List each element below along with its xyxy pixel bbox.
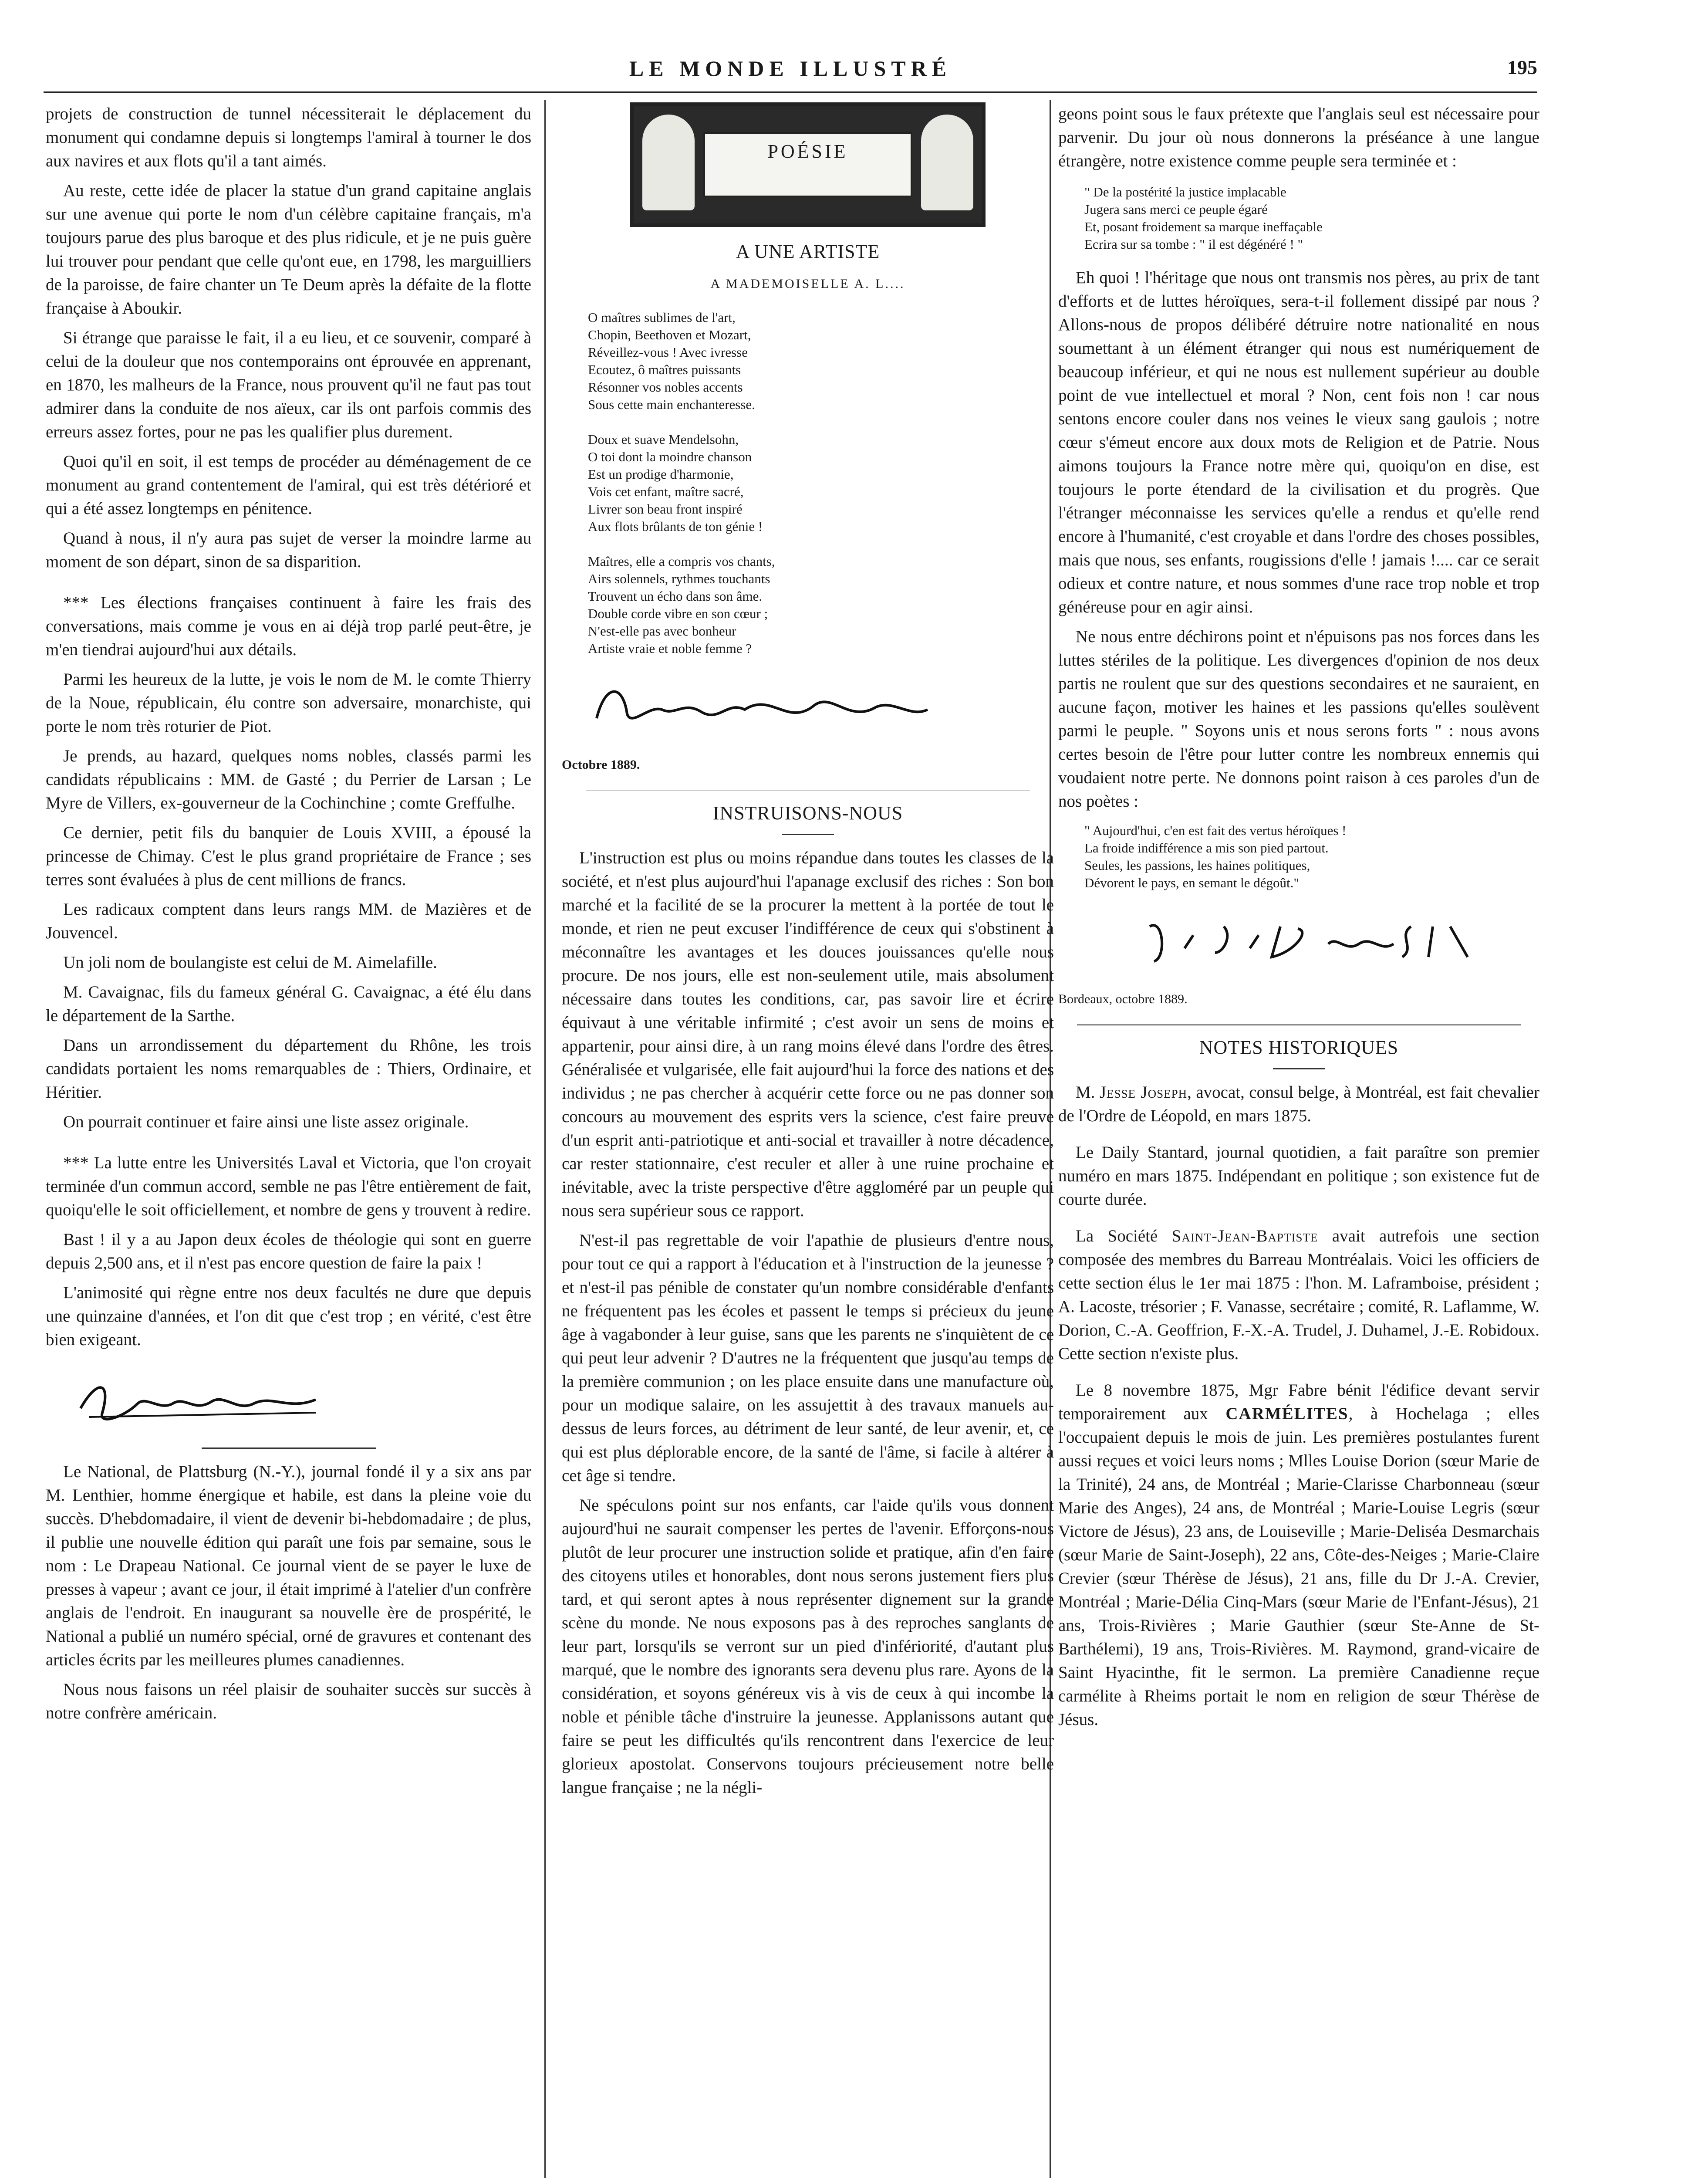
poem-line: Trouvent un écho dans son âme. [588, 588, 763, 604]
handwritten-signature-icon [1137, 909, 1485, 970]
notes-title: NOTES HISTORIQUES [1199, 1037, 1399, 1058]
paragraph: Bast ! il y a au Japon deux écoles de théologie qui sont en guerre depuis 2,500 ans, et il n'est pas encore question de faire la paix ! [46, 1230, 531, 1272]
paragraph: Nous nous faisons un réel plaisir de souhaiter succès sur succès à notre confrère américain. [46, 1680, 531, 1722]
title-rule [782, 834, 834, 835]
paragraph: Eh quoi ! l'héritage que nous ont transmis nos pères, au prix de tant d'efforts et de luttes héroïques, sera-t-il follement dissipé par nous ? Allons-nous de propos délibéré détruire notre nationalité en nous soumettant à un élément étranger qui nous est numériquement de beaucoup inférieur, et qui ne nous est nullement supérieur au double point de vue intellectuel et moral ? Non, cent fois non ! car nous sentons encore couler dans nos veines le vieux sang gaulois ; notre cœur s'émeut encore aux doux mots de Religion et de Patrie. Nous aimons toujours la France notre mère qui, quoiqu'on en dise, est toujours le porte étendard de la civilisation et du progrès. Que l'étranger méconnaisse les services qu'elle a rendus et qu'elle rend encore à l'humanité, c'est croyable et dans l'ordre des choses possibles, mais que nous, ses enfants, rougissions d'elle ! jamais !.... car ce serait odieux et contre nature, et nous sommes d'une race trop noble et trop généreuse pour en agir ainsi. [1058, 268, 1539, 616]
quote-line: Seules, les passions, les haines politiques, [1084, 858, 1310, 873]
paragraph: Les radicaux comptent dans leurs rangs MM. de Mazières et de Jouvencel. [46, 900, 531, 942]
quote-line: Jugera sans merci ce peuple égaré [1084, 202, 1268, 217]
column-right [1058, 102, 1539, 1738]
poem-line: Ecoutez, ô maîtres puissants [588, 362, 741, 377]
quote-line: " Aujourd'hui, c'en est fait des vertus héroïques ! [1084, 823, 1347, 838]
paragraph: *** Les élections françaises continuent à faire les frais des conversations, mais comme je vous en ai déjà trop parlé peut-être, je m'en tiendrai aujourd'hui aux détails. [46, 593, 531, 659]
poem-line: Aux flots brûlants de ton génie ! [588, 519, 763, 534]
masthead-title: LE MONDE ILLUSTRÉ [629, 56, 952, 81]
paragraph: *** La lutte entre les Universités Laval et Victoria, que l'on croyait terminée d'un commun accord, semble ne pas l'être entièrement de fait, quoiqu'elle le soit officiellement, et nombre de gens y trouvent à redire. [46, 1153, 531, 1219]
poem-date: Octobre 1889. [562, 758, 640, 772]
poem-line: Sous cette main enchanteresse. [588, 397, 755, 412]
poem-line: O toi dont la moindre chanson [588, 449, 752, 464]
quote-line: Ecrira sur sa tombe : " il est dégénéré ! " [1084, 237, 1303, 252]
poem-line: Chopin, Beethoven et Mozart, [588, 327, 751, 342]
quote-line: Et, posant froidement sa marque ineffaçable [1084, 219, 1323, 234]
paragraph: M. Cavaignac, fils du fameux général G. Cavaignac, a été élu dans le département de la Sarthe. [46, 983, 531, 1025]
signature-ledieu [72, 1369, 531, 1430]
paragraph: L'instruction est plus ou moins répandue dans toutes les classes de la société, et n'est plus aujourd'hui l'apanage exclusif des riches : Son bon marché et la facilité de se la procurer la mettent à la portée de tout le monde, et rien ne peut excuser l'indifférence de ceux qui s'obstinent à méconnaître les avantages et les douces jouissances qu'elle nous procure. De nos jours, elle est non-seulement utile, mais absolument nécessaire dans toutes les conditions, car, pas savoir lire et écrire équivaut à une véritable infirmité ; c'est avoir un sens de moins et appartenir, pour ainsi dire, à un rang moins élevé dans l'ordre des êtres. Généralisée et vulgarisée, elle fait aujourd'hui la force des nations et des individus ; ne pas chercher à acquérir cette force ou ne pas donner son concours au mouvement des esprits vers la science, c'est faire preuve d'un esprit anti-patriotique et anti-social et travailler à notre décadence, car rester stationnaire, c'est reculer et aller à une ruine prochaine et inévitable, avec la triste perspective d'être aggloméré par un peuple qui nous sera supérieur sous ce rapport. [562, 849, 1054, 1220]
poem-line: Livrer son beau front inspiré [588, 501, 743, 517]
paragraph: Quoi qu'il en soit, il est temps de procéder au déménagement de ce monument au grand contentement de l'amiral, qui est très détérioré et qui a été assez longtemps en pénitence. [46, 452, 531, 518]
paragraph: geons point sous le faux prétexte que l'anglais seul est nécessaire pour parvenir. Du jour où nous donnerons la préséance à une langue étrangère, notre existence comme peuple sera terminée et : [1058, 105, 1539, 170]
poem-line: Artiste vraie et noble femme ? [588, 641, 752, 656]
poem-line: Réveillez-vous ! Avec ivresse [588, 345, 748, 360]
paragraph: Un joli nom de boulangiste est celui de M. Aimelafille. [63, 953, 437, 972]
paragraph: Ne nous entre déchirons point et n'épuisons pas nos forces dans les luttes stériles de la politique. Les divergences d'opinion de nos deux partis ne roulent que sur des questions secondaires et ne sauraient, en aucune façon, motiver les haines et les passions qu'elles soulèvent parmi le peuple. " Soyons unis et nous serons forts " : nous avons certes besoin de l'être pour lutter contre les nombreux ennemis qui voudaient notre perte. Ne donnons point raison à ces paroles d'un de nos poètes : [1058, 627, 1539, 811]
poem-stanza [588, 431, 1054, 535]
poem-line: N'est-elle pas avec bonheur [588, 623, 736, 639]
paragraph: M. Jesse Joseph, avocat, consul belge, à Montréal, est fait chevalier de l'Ordre de Léopold, en mars 1875. [1058, 1083, 1539, 1125]
quote-line: Dévorent le pays, en semant le dégoût." [1084, 875, 1300, 890]
column-divider [544, 100, 546, 2178]
article-dateline: Bordeaux, octobre 1889. [1058, 992, 1188, 1006]
order-name: CARMÉLITES [1225, 1404, 1349, 1423]
paragraph: Je prends, au hazard, quelques noms nobles, classés parmi les candidats républicains : MM. de Gasté ; du Perrier de Larsan ; Le Myre de Villers, ex-gouverneur de la Cochinchine ; comte Greffulhe. [46, 747, 531, 812]
poem-dedication: A MADEMOISELLE A. L.... [710, 277, 905, 291]
page-header [44, 56, 1537, 91]
section-rule [1077, 1024, 1521, 1025]
paragraph: Dans un arrondissement du département du Rhône, les trois candidats portaient les noms remarquables de : Thiers, Ordinaire, et Héritier. [46, 1036, 531, 1102]
title-rule [1273, 1068, 1325, 1069]
banner-label: POÉSIE [767, 141, 848, 162]
quote-verse [1084, 183, 1539, 253]
paragraph: Le Daily Stantard, journal quotidien, a fait paraître son premier numéro en mars 1875. Indépendant en politique ; son existence fut de courte durée. [1058, 1143, 1539, 1209]
poem-line: Vois cet enfant, maître sacré, [588, 484, 744, 499]
article-title: INSTRUISONS-NOUS [712, 802, 903, 824]
header-rule [44, 91, 1537, 93]
handwritten-signature-icon [588, 675, 936, 736]
column-middle [562, 102, 1054, 1806]
poem-line: Double corde vibre en son cœur ; [588, 606, 768, 621]
paragraph: On pourrait continuer et faire ainsi une liste assez originale. [63, 1113, 469, 1131]
signature-poisson [588, 675, 1054, 736]
quote-line: La froide indifférence a mis son pied partout. [1084, 840, 1329, 856]
paragraph: Ne spéculons point sur nos enfants, car l'aide qu'ils vous donnent aujourd'hui ne saurait compenser les pertes de l'avenir. Efforçons-nous plutôt de leur procurer une instruction solide et pratique, afin d'en faire des citoyens utiles et honorables, dont nous serons justement fiers plus tard, et qui seront aptes à nous représenter dignement sur la grande scène du monde. Ne nous exposons pas à des reproches sanglants de leur part, lorsqu'ils se verront sur un pied d'infériorité, d'autant plus marqué, que le nombre des ignorants sera devenu plus rare. Ayons de la considération, et soyons généreux vis à vis de ceux à qui incombe la noble et pénible tâche d'instruire la jeunesse. Applanissons autant que faire se peut les difficultés qu'ils rencontrent dans l'exercice de leur glorieux apostolat. Conservons toujours précieusement notre belle langue française ; ne la négli- [562, 1496, 1054, 1797]
paragraph: Au reste, cette idée de placer la statue d'un grand capitaine anglais sur une avenue qui porte le nom d'un célèbre capitaine français, m'a toujours parue des plus baroque et des plus ridicule, et je ne puis guère lui trouver pour pendant que celle qu'ont eue, en 1798, les marguilliers de la paroisse, de faire chanter un Te Deum après la défaite de la flotte française à Aboukir. [46, 181, 531, 318]
poem-title: A UNE ARTISTE [736, 241, 880, 262]
poem-line: Maîtres, elle a compris vos chants, [588, 554, 775, 569]
signature-dusault [1137, 909, 1539, 970]
society-name: Saint-Jean-Baptiste [1171, 1227, 1318, 1245]
paragraph: Parmi les heureux de la lutte, je vois le nom de M. le comte Thierry de la Noue, républicain, élu contre son adversaire, monarchiste, qui porte le nom très roturier de Piot. [46, 670, 531, 736]
quote-verse [1084, 822, 1539, 892]
paragraph: Ce dernier, petit fils du banquier de Louis XVIII, a épousé la princesse de Chimay. C'est le plus grand propriétaire de France ; ses terres sont évaluées à plus de cent millions de francs. [46, 823, 531, 889]
poem-stanza [588, 553, 1054, 657]
poem-line: Est un prodige d'harmonie, [588, 467, 734, 482]
paragraph: La Société Saint-Jean-Baptiste avait autrefois une section composée des membres du Barreau Montréalais. Voici les officiers de cette section élus le 1er mai 1875 : l'hon. M. Laframboise, président ; A. Lacoste, trésorier ; F. Vanasse, secrétaire ; comité, R. Laflamme, W. Dorion, C.-A. Geoffrion, F.-X.-A. Trudel, J. Duhamel, J.-E. Robidoux. Cette section n'existe plus. [1058, 1227, 1539, 1363]
column-left [46, 102, 531, 1731]
section-rule [202, 1447, 376, 1449]
poem-line: Airs solennels, rythmes touchants [588, 571, 770, 586]
person-name: Jesse Joseph [1099, 1083, 1188, 1102]
paragraph: N'est-il pas regrettable de voir l'apathie de plusieurs d'entre nous, pour tout ce qui a rapport à l'éducation et à l'instruction de la jeunesse ? et n'est-il pas pénible de constater qu'un nombre considérable d'enfants ne fréquentent pas les écoles et passent le temps si précieux du jeune âge à vagabonder à leur guise, sans que les parents ne s'inquiètent de ce qui peut leur advenir ? D'autres ne la fréquentent que jusqu'au temps de la première communion ; on les place ensuite dans une manufacture où, pour un modique salaire, on les assujettit à des travaux manuels au-dessus de leurs forces, au détriment de leur santé, de leur avenir, et, ce qui est plus déplorable encore, de la santé de l'âme, si facile à altérer à cet âge si tendre. [562, 1231, 1054, 1485]
page-number: 195 [1507, 56, 1537, 78]
poem-line: Doux et suave Mendelsohn, [588, 432, 739, 447]
poetry-banner [630, 102, 986, 227]
poem-line: O maîtres sublimes de l'art, [588, 310, 736, 325]
poem-stanza [588, 309, 1054, 413]
paragraph: Le National, de Plattsburg (N.-Y.), journal fondé il y a six ans par M. Lenthier, homme énergique et habile, est dans la pleine voie du succès. D'hebdomadaire, il vient de devenir bi-hebdomadaire ; de plus, il publie une nouvelle édition qui paraît une fois par semaine, sous le nom : Le Drapeau National. Ce journal vient de se payer le luxe de presses à vapeur ; avant ce jour, il était imprimé à l'atelier d'un confrère anglais de l'endroit. En inaugurant sa nouvelle ère de prospérité, le National a publié un numéro spécial, orné de gravures et contenant des articles écrits par les meilleures plumes canadiennes. [46, 1462, 531, 1669]
paragraph: L'animosité qui règne entre nos deux facultés ne dure que depuis une quinzaine d'années, et l'on dit que c'est trop ; en vérité, c'est être bien exigeant. [46, 1283, 531, 1349]
section-rule [586, 790, 1030, 791]
poem-line: Résonner vos nobles accents [588, 379, 743, 395]
paragraph: Le 8 novembre 1875, Mgr Fabre bénit l'édifice devant servir temporairement aux CARMÉLITES, à Hochelaga ; elles l'occupaient depuis le mois de juin. Les premières postulantes furent aussi reçues et voici leurs noms ; Mlles Louise Dorion (sœur Marie de la Trinité), 24 ans, de Montréal ; Marie-Clarisse Charbonneau (sœur Marie des Anges), 24 ans, de Montréal ; Marie-Louise Legris (sœur Victore de Jésus), 23 ans, de Louiseville ; Marie-Deliséa Desmarchais (sœur Marie de Saint-Joseph), 22 ans, Côte-des-Neiges ; Marie-Claire Crevier (sœur Thérèse de Jésus), 21 ans, fille du Dr J.-A. Crevier, Montréal ; Marie-Délia Cinq-Mars (sœur Marie de l'Enfant-Jésus), 21 ans, Trois-Rivières ; Marie Gauthier (sœur Ste-Anne de St-Barthélemi), 19 ans, Trois-Rivières. M. Raymond, grand-vicaire de Saint Hyacinthe, fit le sermon. La première Canadienne reçue carmélite à Rheims portait le nom en religion de sœur Thérèse de Jésus. [1058, 1381, 1539, 1729]
quote-line: " De la postérité la justice implacable [1084, 184, 1286, 200]
paragraph: Si étrange que paraisse le fait, il a eu lieu, et ce souvenir, comparé à celui de la douleur que nos contemporains ont éprouvée en apprenant, en 1870, les malheurs de la France, nous prouvent qu'il ne faut pas tout admirer dans la conduite de nos aïeux, car ils ont parfois commis des erreurs assez fortes, pour ne pas les qualifier plus durement. [46, 328, 531, 441]
paragraph: projets de construction de tunnel nécessiterait le déplacement du monument qui condamne depuis si longtemps l'amiral à tourner le dos aux navires et aux flots qu'il a tant aimés. [46, 105, 531, 170]
handwritten-signature-icon [72, 1369, 333, 1430]
paragraph: Quand à nous, il n'y aura pas sujet de verser la moindre larme au moment de son départ, sinon de sa disparition. [46, 529, 531, 571]
